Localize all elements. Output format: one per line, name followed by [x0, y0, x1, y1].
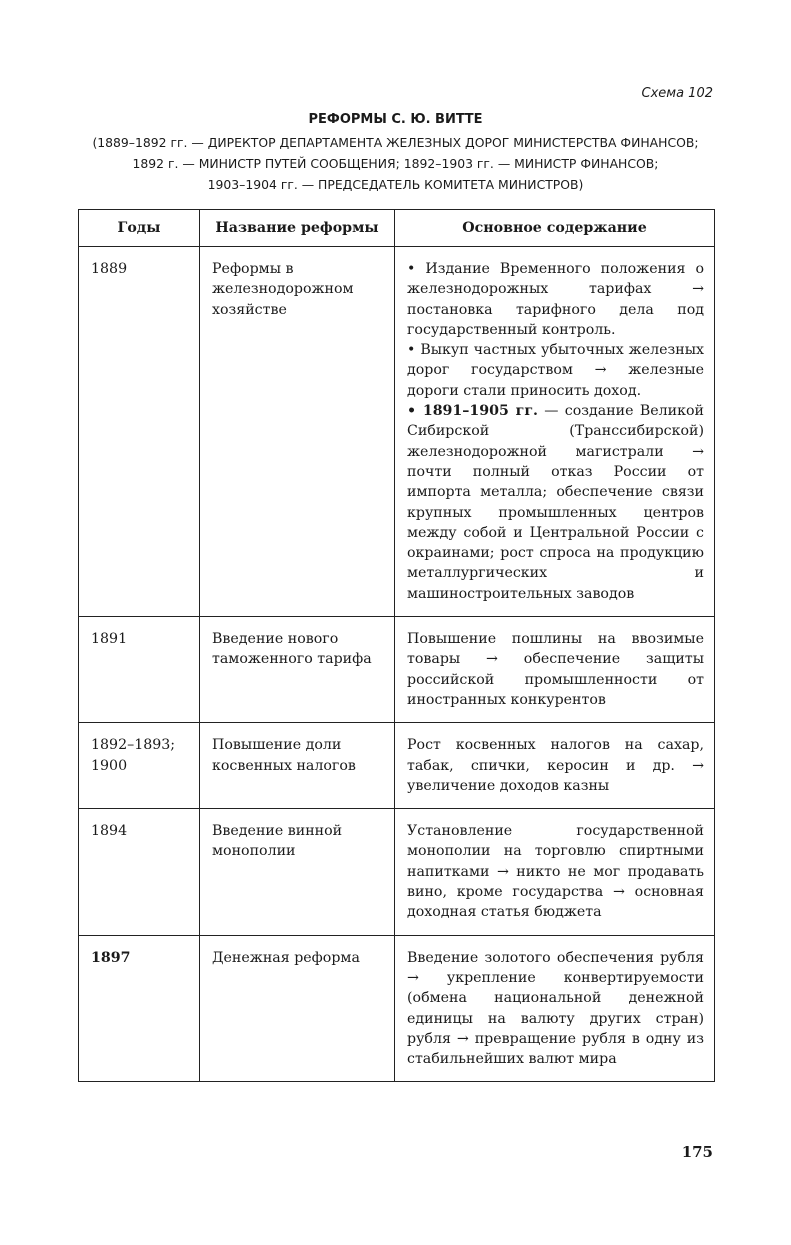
- cell-reform-name: Реформы в железнодорожном хозяйстве: [200, 247, 395, 617]
- cell-year: 1892–1893; 1900: [79, 723, 200, 809]
- subtitle-line: 1892 г. — МИНИСТР ПУТЕЙ СООБЩЕНИЯ; 1892–1903 гг. — МИНИСТР ФИНАНСОВ;: [132, 156, 659, 171]
- subtitle: [74, 132, 717, 195]
- content-bullet: • Выкуп частных убыточных железных дорог государством → железные дороги стали приносить доход.: [407, 342, 704, 399]
- cell-year: 1889: [79, 247, 200, 617]
- reforms-table: [78, 209, 715, 1082]
- table-row: [79, 617, 715, 723]
- bullet-text: — создание Великой Сибирской (Транссибирской) железнодорожной магистрали → почти полный отказ России от импорта металла; обеспечение связи крупных промышленных центров между собой и Центральной России с окраинами; рост спроса на продукцию металлургических и машиностроительных заводов: [407, 403, 704, 602]
- bullet-date: • 1891–1905 гг.: [407, 403, 538, 420]
- table-header-row: [79, 210, 715, 247]
- cell-year: 1891: [79, 617, 200, 723]
- cell-reform-name: Повышение доли косвенных налогов: [200, 723, 395, 809]
- cell-content: Рост косвенных налогов на сахар, табак, спички, керосин и др. → увеличение доходов казны: [395, 723, 715, 809]
- cell-content: [395, 247, 715, 617]
- table-row: [79, 809, 715, 935]
- cell-year: 1894: [79, 809, 200, 935]
- header-reform-name: Название реформы: [200, 210, 395, 247]
- cell-content: Повышение пошлины на ввозимые товары → обеспечение защиты российской промышленности от иностранных конкурентов: [395, 617, 715, 723]
- cell-year: 1897: [79, 935, 200, 1082]
- header-years: Годы: [79, 210, 200, 247]
- cell-content: Введение золотого обеспечения рубля → укрепление конвертируемости (обмена национальной денежной единицы на валюту других стран) рубля → превращение рубля в одну из стабильнейших валют мира: [395, 935, 715, 1082]
- cell-reform-name: Денежная реформа: [200, 935, 395, 1082]
- content-bullet: • Издание Временного положения о железнодорожных тарифах → постановка тарифного дела под государственный контроль.: [407, 261, 704, 338]
- table-row: [79, 935, 715, 1082]
- content-bullet: [407, 401, 704, 604]
- cell-content: Установление государственной монополии на торговлю спиртными напитками → никто не мог продавать вино, кроме государства → основная доходная статья бюджета: [395, 809, 715, 935]
- page-title: РЕФОРМЫ С. Ю. ВИТТЕ: [308, 112, 483, 127]
- page-number: 175: [681, 1143, 713, 1161]
- table-row: [79, 723, 715, 809]
- table-row: [79, 247, 715, 617]
- subtitle-line: (1889–1892 гг. — ДИРЕКТОР ДЕПАРТАМЕНТА ЖЕЛЕЗНЫХ ДОРОГ МИНИСТЕРСТВА ФИНАНСОВ;: [92, 135, 699, 150]
- cell-reform-name: Введение винной монополии: [200, 809, 395, 935]
- cell-reform-name: Введение нового таможенного тарифа: [200, 617, 395, 723]
- subtitle-line: 1903–1904 гг. — ПРЕДСЕДАТЕЛЬ КОМИТЕТА МИНИСТРОВ): [207, 177, 584, 192]
- header-content: Основное содержание: [395, 210, 715, 247]
- scheme-label: Схема 102: [641, 86, 713, 101]
